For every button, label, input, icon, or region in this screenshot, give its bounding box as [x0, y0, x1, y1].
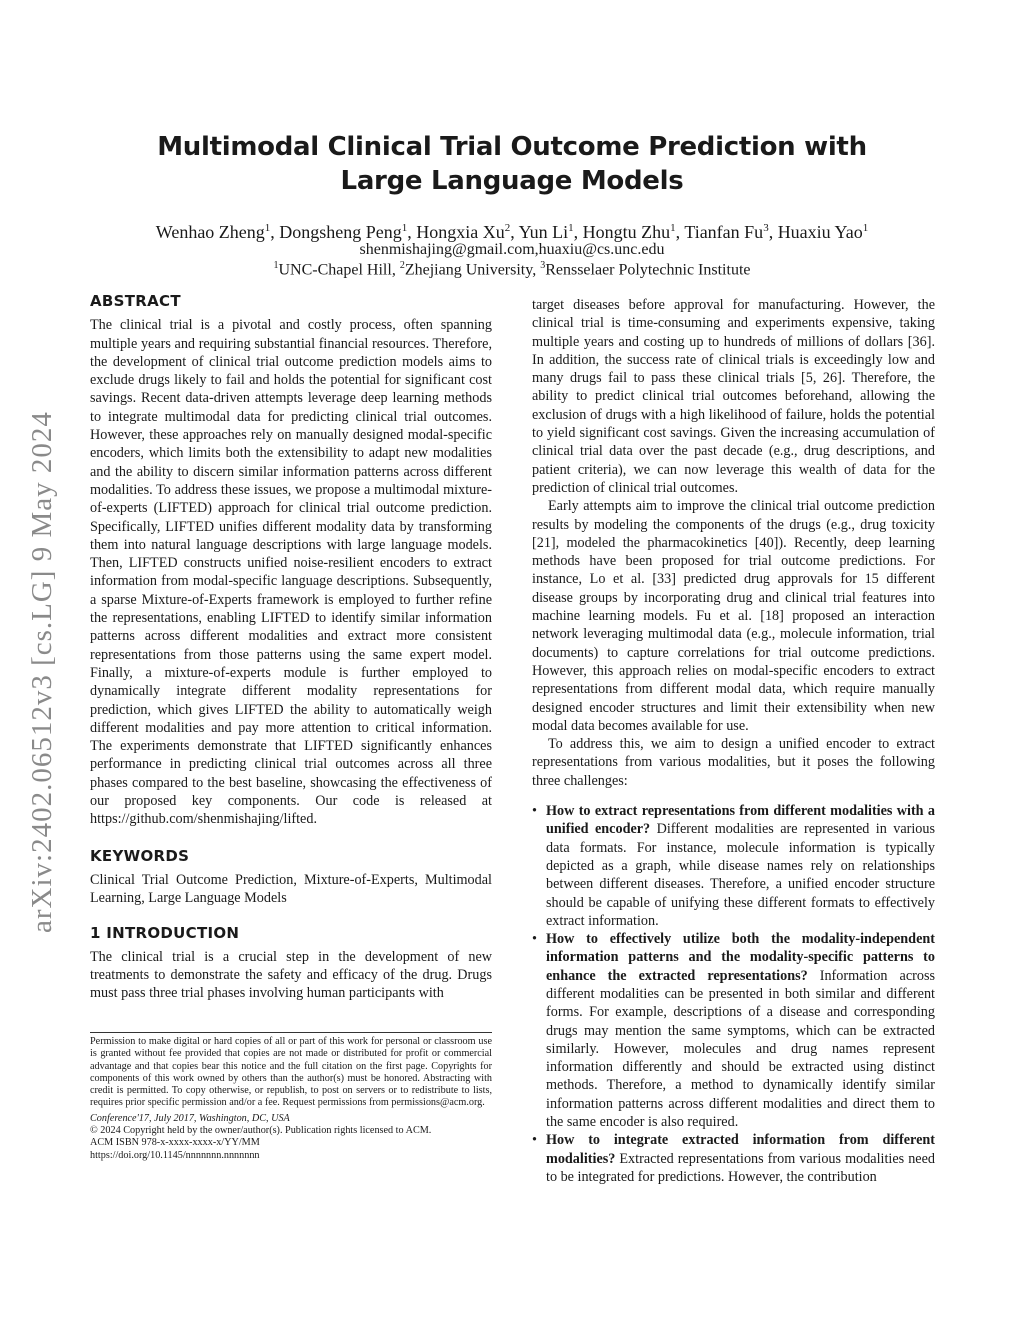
author-emails: shenmishajing@gmail.com,huaxiu@cs.unc.edu	[359, 241, 665, 258]
bullet-icon: •	[532, 1132, 537, 1149]
abstract-heading: ABSTRACT	[90, 292, 181, 310]
author-sup: 2	[504, 222, 511, 234]
bullet-icon: •	[532, 803, 537, 820]
doi-line: https://doi.org/10.1145/nnnnnnn.nnnnnnn	[90, 1149, 260, 1161]
arxiv-stamp: arXiv:2402.06512v3 [cs.LG] 9 May 2024	[26, 411, 58, 933]
affil-name: Zhejiang University,	[404, 261, 541, 279]
affil-sup: 2	[399, 260, 405, 271]
challenge-bold: How to extract representations from different modalities with a unified encoder?	[546, 803, 935, 838]
author-sup: 1	[862, 222, 869, 234]
author: Hongtu Zhu	[582, 222, 671, 242]
affil-sup: 1	[273, 260, 279, 271]
challenge-text: Information across different modalities can be presented in both similar and different forms. For example, descriptions of a disease and corresponding drugs may mention the same symptoms, which can be extracted similarly. However, molecules and drug names represent information differently and should be extracted using distinct methods. Therefore, a method to dynamically identify similar information patterns across different modalities and direct them to the same encoder is also required.	[546, 967, 935, 1131]
challenge-bold: How to effectively utilize both the modality-independent information patterns and the modality-specific patterns to enhance the extracted representations?	[546, 931, 935, 984]
affil-name: Rensselaer Polytechnic Institute	[545, 261, 751, 279]
author: Hongxia Xu	[416, 222, 505, 242]
permission-notice: Permission to make digital or hard copies of all or part of this work for personal or classroom use is granted without fee provided that copies are not made or distributed for profit or commercial advantage and that copies bear this notice and the full citation on the first page. Copyrights for components of this work owned by others than the author(s) must be honored. Abstracting with credit is permitted. To copy otherwise, or republish, to post on servers or to redistribute to lists, requires prior specific permission and/or a fee. Request permissions from permissions@acm.org.	[90, 1036, 492, 1109]
intro-paragraph-3: To address this, we aim to design a unified encoder to extract representations from various modalities, but it poses the following three challenges:	[532, 736, 935, 789]
footnote-divider	[90, 1032, 492, 1033]
intro-paragraph-2: Early attempts aim to improve the clinical trial outcome prediction results by modeling the components of the drugs (e.g., drug toxicity [21], modeled the pharmacokinetics [40]). Recently, deep learning methods have been proposed for trial outcome predictions. For instance, Lo et al. [33] predicted drug approvals for 15 different disease groups by incorporating drug and clinical trial features into machine learning models. Fu et al. [18] proposed an interaction network leveraging multimodal data (e.g., molecule information, trial documents) to capture correlations for trial outcome predictions. However, this approach relies on modal-specific encoders to extract representations from different modal data, which require manually designed encoder structures and limit their extensibility when new modal data becomes available for use.	[532, 498, 935, 734]
list-item	[532, 930, 935, 1131]
challenge-list	[532, 802, 935, 1186]
introduction-heading: 1 INTRODUCTION	[90, 923, 240, 942]
intro-paragraph-1: The clinical trial is a crucial step in the development of new treatments to demonstrate the safety and efficacy of the drug. Drugs must pass three trial phases involving human participants with	[90, 948, 492, 1002]
abstract-text: The clinical trial is a pivotal and costly process, often spanning multiple years and requiring substantial financial resources. Therefore, the development of clinical trial outcome prediction models aims to exclude drugs likely to fail and holds the potential for significant cost savings. Recent data-driven attempts leverage deep learning methods to integrate multimodal data for predicting clinical trial outcomes. However, these approaches rely on manually designed modal-specific encoders, which limits both the extensibility to adapt new modalities and the ability to discern similar information patterns across different modalities. To address these issues, we propose a multimodal mixture-of-experts (LIFTED) approach for clinical trial outcome prediction. Specifically, LIFTED unifies different modality data by transforming them into natural language descriptions with large language models. Then, LIFTED constructs unified noise-resilient encoders to extract information from modal-specific language descriptions. Subsequently, a sparse Mixture-of-Experts framework is employed to further refine the representations, enabling LIFTED to identify similar information patterns across different modalities and extract more consistent representations from those patterns using the same expert model. Finally, a mixture-of-experts module is further employed to dynamically integrate different modality representations for prediction, which gives LIFTED the ability to automatically weigh different modalities and pay more attention to critical information. The experiments demonstrate that LIFTED significantly enhances performance in predicting clinical trial outcomes across all three phases compared to the best baseline, showcasing the effectiveness of our proposed key components. Our code is released at https://github.com/shenmishajing/lifted.	[90, 317, 492, 828]
keywords-text: Clinical Trial Outcome Prediction, Mixture-of-Experts, Multimodal Learning, Large Language Models	[90, 871, 492, 907]
title-line-1: Multimodal Clinical Trial Outcome Prediction with	[157, 132, 867, 162]
copyright-line: © 2024 Copyright held by the owner/author(s). Publication rights licensed to ACM.	[90, 1125, 432, 1137]
author-list: Wenhao Zheng$^1$, Dongsheng Peng$^1$, Hongxia Xu$^2$, Yun Li$^1$, Hongtu Zhu$^1$, Tianfan Fu$^3$, Huaxiu Yao$^1$	[155, 222, 869, 242]
challenge-text: Extracted representations from various modalities need to be integrated for predictions. However, the contribution	[546, 1150, 935, 1185]
title-line-2: Large Language Models	[340, 166, 684, 196]
author: Wenhao Zheng	[155, 222, 265, 242]
bullet-icon: •	[532, 931, 537, 948]
author-sup: 1	[670, 222, 676, 234]
author: Dongsheng Peng	[279, 222, 402, 242]
paper-title	[100, 130, 924, 198]
author: Huaxiu Yao	[777, 222, 863, 242]
isbn-line: ACM ISBN 978-x-xxxx-xxxx-x/YY/MM	[90, 1137, 260, 1149]
challenge-bold: How to integrate extracted information from different modalities?	[546, 1132, 935, 1167]
list-item	[532, 1131, 935, 1186]
affiliations	[60, 260, 964, 279]
challenge-text: Different modalities are represented in various data formats. For instance, molecule information is typically depicted as a graph, while disease names rely on relationships between different diseases. Therefore, a unified encoder structure should be capable of unifying these different formats to effectively extract information.	[546, 821, 936, 929]
author-sup: 1	[568, 222, 574, 234]
left-column	[90, 292, 492, 1003]
affil-name: UNC-Chapel Hill,	[278, 261, 400, 279]
keywords-heading: KEYWORDS	[90, 846, 190, 865]
author-sup: 1	[264, 222, 271, 234]
intro-paragraph-1-continued: target diseases before approval for manufacturing. However, the clinical trial is time-consuming and experiments expensive, taking multiple years and costing up to hundreds of millions of dollars [36]. In addition, the success rate of clinical trials is exceedingly low and many drugs fail to pass these clinical trials [5, 26]. Therefore, the ability to predict clinical trial outcomes beforehand, allowing the exclusion of drugs with a high likelihood of failure, holds the potential to yield significant cost savings. Given the increasing accumulation of clinical trial data over the past decade (e.g., drug descriptions, and patient criteria), we can now leverage this wealth of data for the prediction of clinical trial outcomes.	[532, 297, 935, 496]
author-sup: 3	[763, 222, 769, 234]
footnote-block	[90, 1036, 492, 1162]
author-sup: 1	[401, 222, 408, 234]
author: Yun Li	[518, 222, 569, 242]
right-column	[532, 296, 935, 1186]
author: Tianfan Fu	[684, 222, 764, 242]
conference-info: Conference'17, July 2017, Washington, DC, USA	[90, 1112, 290, 1124]
affil-sup: 3	[540, 260, 546, 271]
list-item	[532, 802, 935, 930]
